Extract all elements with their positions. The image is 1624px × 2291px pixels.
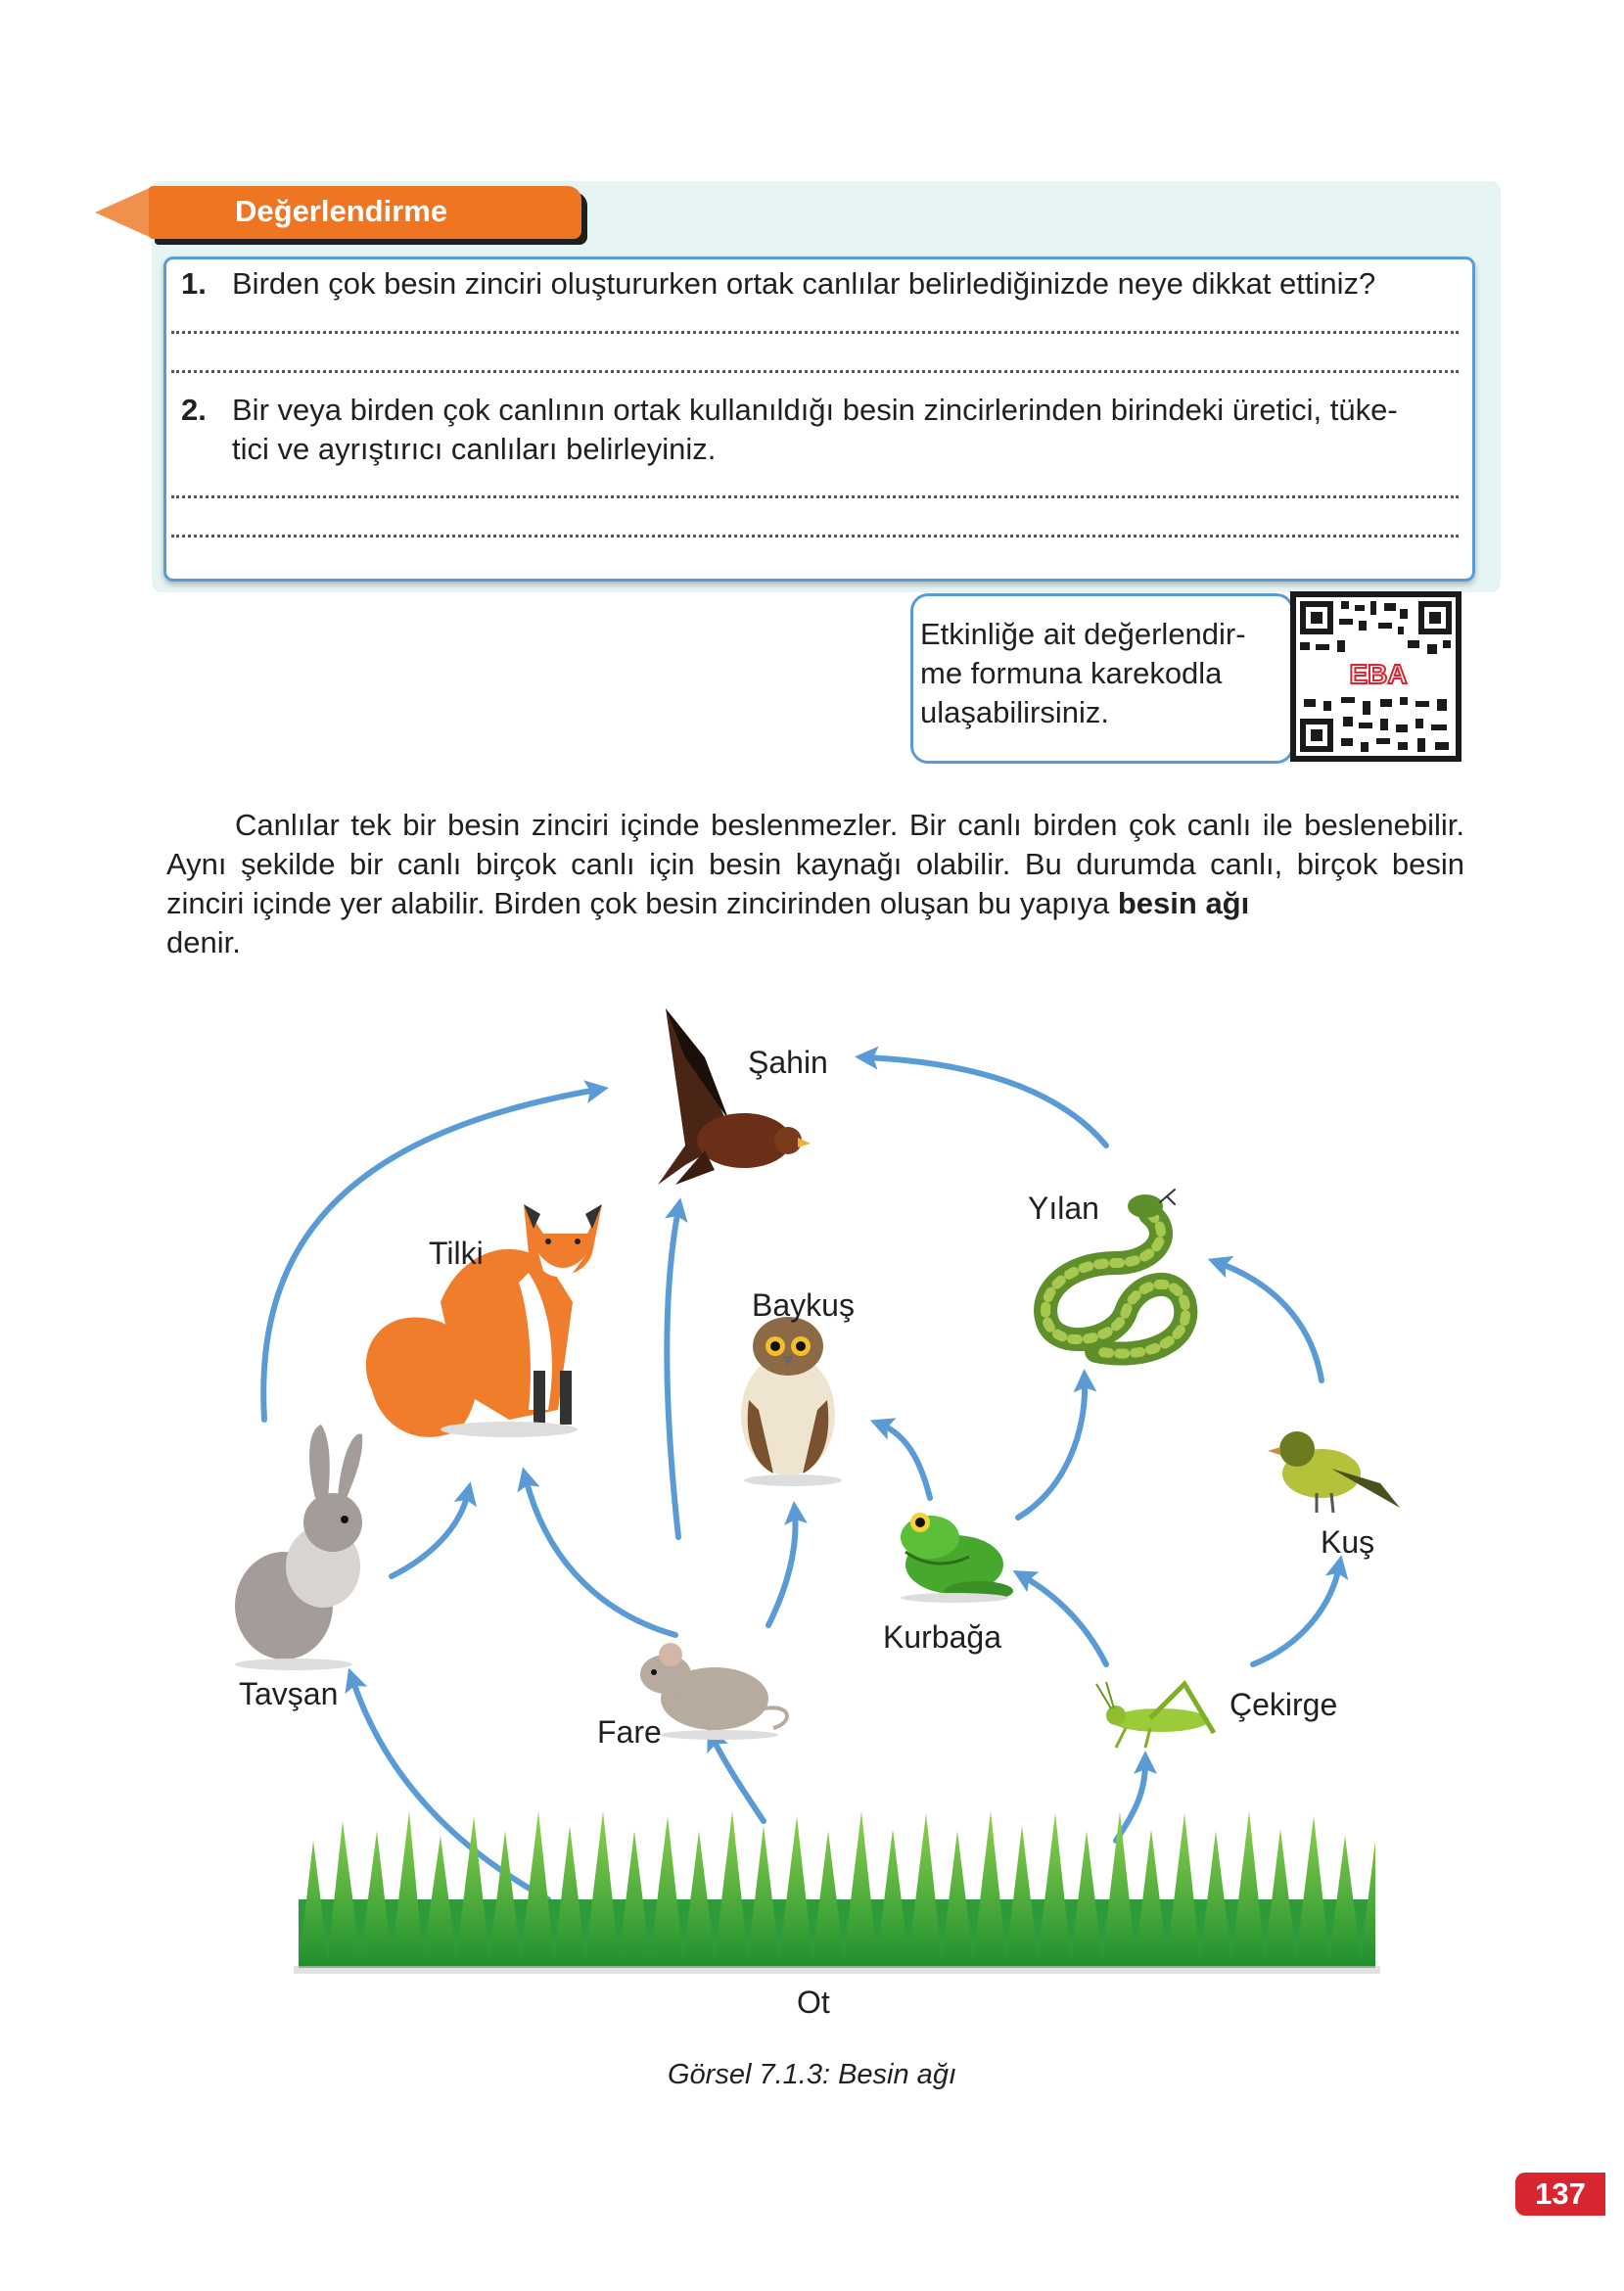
question-2-number: 2. bbox=[181, 393, 207, 427]
paragraph-bold-term: besin ağı bbox=[1117, 886, 1250, 920]
arrow-tavsan-tilki bbox=[392, 1493, 468, 1576]
figure-caption: Görsel 7.1.3: Besin ağı bbox=[668, 2059, 956, 2090]
arrow-fare-baykus bbox=[768, 1513, 796, 1625]
evaluation-title: Değerlendirme bbox=[235, 194, 448, 228]
label-tilki: Tilki bbox=[429, 1236, 484, 1271]
question-1-number: 1. bbox=[181, 266, 207, 301]
arrow-fare-tilki bbox=[526, 1478, 675, 1635]
qr-note-line-2: me formuna karekodla bbox=[920, 656, 1223, 690]
paragraph-end: denir. bbox=[166, 925, 241, 959]
question-2-line-2: tici ve ayrıştırıcı canlıları belirleyiniz. bbox=[232, 432, 717, 466]
qr-logo-text: EBA bbox=[1349, 659, 1408, 689]
question-1-text: Birden çok besin zinciri oluştururken ortak canlılar belirlediğinizde neye dikkat ettiniz? bbox=[232, 266, 1376, 301]
arrow-kurbaga-yilan bbox=[1018, 1380, 1085, 1518]
arrow-yilan-sahin bbox=[866, 1057, 1106, 1146]
fox-icon bbox=[366, 1204, 602, 1437]
label-ot: Ot bbox=[797, 1985, 830, 2020]
label-kus: Kuş bbox=[1321, 1524, 1375, 1560]
frog-icon bbox=[901, 1513, 1013, 1603]
owl-icon bbox=[741, 1317, 842, 1486]
label-fare: Fare bbox=[597, 1714, 662, 1750]
arrow-fare-sahin bbox=[667, 1209, 678, 1537]
arrow-kus-yilan bbox=[1219, 1263, 1322, 1380]
rabbit-icon bbox=[235, 1425, 362, 1670]
mouse-icon bbox=[640, 1643, 787, 1740]
question-2-line-1: Bir veya birden çok canlının ortak kullanıldığı besin zincirlerinden birindeki üretici, tüke- bbox=[232, 393, 1398, 427]
label-baykus: Baykuş bbox=[752, 1287, 855, 1323]
arrow-kurbaga-baykus bbox=[881, 1425, 930, 1498]
qr-note-line-3: ulaşabilirsiniz. bbox=[920, 695, 1109, 729]
grasshopper-icon bbox=[1096, 1682, 1214, 1748]
label-kurbaga: Kurbağa bbox=[883, 1619, 1001, 1655]
arrow-cekirge-kus bbox=[1253, 1566, 1339, 1664]
page-number: 137 bbox=[1515, 2173, 1605, 2216]
hawk-icon bbox=[658, 1008, 811, 1185]
paragraph-text: Canlılar tek bir besin zinciri içinde beslenmezler. Bir canlı birden çok canlı ile beslenebilir. Aynı şekilde bir canlı birçok canlı için besin kaynağı olabilir. Bu durumda canlı, birçok besin zinciri içinde yer alabilir. Birden çok besin zincirinden oluşan bu yapıya bbox=[166, 808, 1464, 920]
arrow-ot-tavsan bbox=[352, 1679, 548, 1899]
label-yilan: Yılan bbox=[1028, 1191, 1099, 1226]
bird-icon bbox=[1268, 1431, 1400, 1513]
qr-note-line-1: Etkinliğe ait değerlendir- bbox=[920, 617, 1246, 651]
label-tavsan: Tavşan bbox=[239, 1676, 339, 1711]
arrow-cekirge-kurbaga bbox=[1023, 1576, 1106, 1664]
arrow-ot-fare bbox=[713, 1738, 764, 1821]
label-cekirge: Çekirge bbox=[1230, 1687, 1338, 1722]
label-sahin: Şahin bbox=[748, 1045, 828, 1080]
